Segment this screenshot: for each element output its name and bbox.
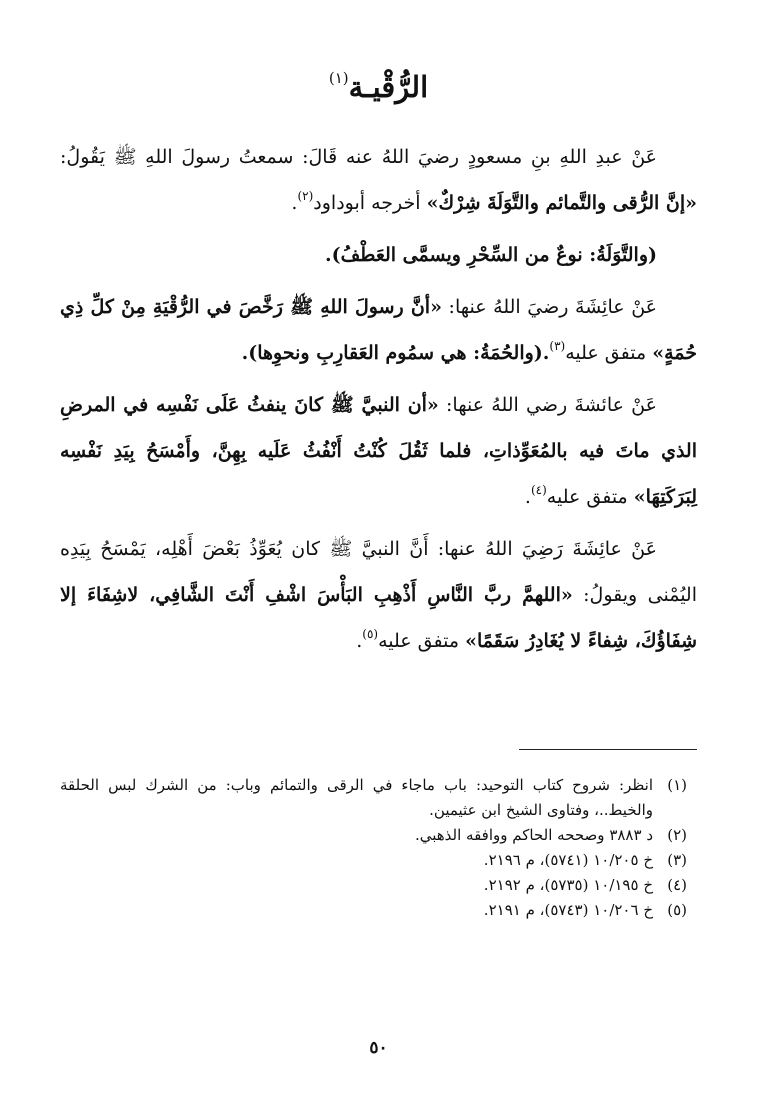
footnote-item: [60, 848, 697, 873]
footnote-item: [60, 873, 697, 898]
footnote-number: (٥): [667, 901, 687, 919]
paragraph-4-intro: عَنْ عائِشَةَ رَضِيَ اللهُ عنها: أَنَّ النبيَّ ﷺ كان يُعَوِّذُ بَعْضَ أَهْلِه، يَمْسَحُ بِيَدِه اليُمْنى ويقولُ:: [60, 538, 697, 606]
page-number: ٥٠: [369, 1038, 388, 1058]
footnote-item: [60, 773, 697, 823]
paragraph-4-end: .: [356, 630, 363, 652]
footnote-text: خ ١٠/٢٠٦ (٥٧٤٣)، م ٢١٩١.: [483, 901, 653, 919]
paragraph-1-source: أخرجه أبوداود: [313, 192, 427, 214]
paragraph-2-note: .(والحُمَةُ: هي سمُوم العَقارِبِ ونحوِها).: [241, 342, 550, 364]
footnote-number: (٤): [667, 876, 687, 894]
footnote-number: (١): [667, 776, 687, 794]
chapter-title: [60, 58, 697, 107]
paragraph-2-footnote-ref: (٣): [549, 339, 566, 353]
definition-paragraph: [60, 232, 697, 278]
footnote-number: (٣): [667, 851, 687, 869]
footnotes: [60, 773, 697, 923]
paragraph-2-quote: «أنَّ رسولَ اللهِ ﷺ رَخَّصَ في الرُّقْيَةِ مِنْ كلِّ ذِي حُمَةٍ»: [60, 296, 697, 364]
paragraph-1-end: .: [291, 192, 298, 214]
book-page: [60, 0, 697, 1105]
footnote-text: د ٣٨٨٣ وصححه الحاكم ووافقه الذهبي.: [414, 826, 653, 844]
footnote-number: (٢): [667, 826, 687, 844]
hadith-paragraph-4: [60, 526, 697, 664]
footnote-text: خ ١٠/٢٠٥ (٥٧٤١)، م ٢١٩٦.: [483, 851, 653, 869]
paragraph-2-intro: عَنْ عائِشَةَ رضيَ اللهُ عنها:: [441, 296, 657, 318]
hadith-paragraph-1: [60, 134, 697, 226]
paragraph-3-quote: «أن النبيَّ ﷺ كانَ ينفثُ عَلَى نَفْسِه في المرضِ الذي ماتَ فيه بالمُعَوِّذاتِ، فلما ثَقُلَ كُنْتُ أَنْفُثُ عَلَيه بِهِنَّ، وأَمْسَحُ بِيَدِ نَفْسِه لِبَرَكَتِهَا»: [60, 394, 697, 508]
paragraph-3-footnote-ref: (٤): [530, 483, 547, 497]
chapter-title-text: الرُّقْيـة: [348, 70, 429, 104]
main-text: [60, 134, 697, 664]
hadith-paragraph-2: [60, 284, 697, 376]
footnote-text: خ ١٠/١٩٥ (٥٧٣٥)، م ٢١٩٢.: [483, 876, 653, 894]
footnote-item: [60, 898, 697, 923]
definition-text: (والتَّوَلَةُ: نوعٌ من السِّحْرِ ويسمَّى العَطْفُ).: [324, 244, 657, 266]
hadith-paragraph-3: [60, 382, 697, 520]
paragraph-4-source: متفق عليه: [378, 630, 466, 652]
paragraph-1-intro: عَنْ عبدِ اللهِ بنِ مسعودٍ رضيَ اللهُ عنه قَالَ: سمعتُ رسولَ اللهِ ﷺ يَقُولُ:: [60, 146, 657, 168]
paragraph-4-quote: «اللهمَّ ربَّ النَّاسِ أَذْهِبِ البَأْسَ اشْفِ أَنْتَ الشَّافِي، لاشِفَاءَ إلا شِفَاؤُكَ، شِفاءً لا يُغَادِرُ سَقَمًا»: [60, 584, 697, 652]
paragraph-4-footnote-ref: (٥): [362, 627, 379, 641]
footnote-text: انظر: شروح كتاب التوحيد: باب ماجاء في الرقى والتمائم وباب: من الشرك لبس الحلقة والخيط..، وفتاوى الشيخ ابن عثيمين.: [60, 776, 653, 819]
chapter-title-footnote-ref: (١): [328, 69, 349, 87]
paragraph-3-end: .: [524, 486, 531, 508]
footnote-separator: [519, 749, 697, 750]
paragraph-1-quote: «إنَّ الرُّقى والتَّمائم والتَّوَلَةَ شِرْكٌ»: [426, 192, 697, 214]
paragraph-1-footnote-ref: (٢): [297, 189, 314, 203]
paragraph-2-source: متفق عليه: [565, 342, 653, 364]
paragraph-3-source: متفق عليه: [546, 486, 634, 508]
footnote-item: [60, 823, 697, 848]
paragraph-3-intro: عَنْ عائشةَ رضي اللهُ عنها:: [438, 394, 657, 416]
